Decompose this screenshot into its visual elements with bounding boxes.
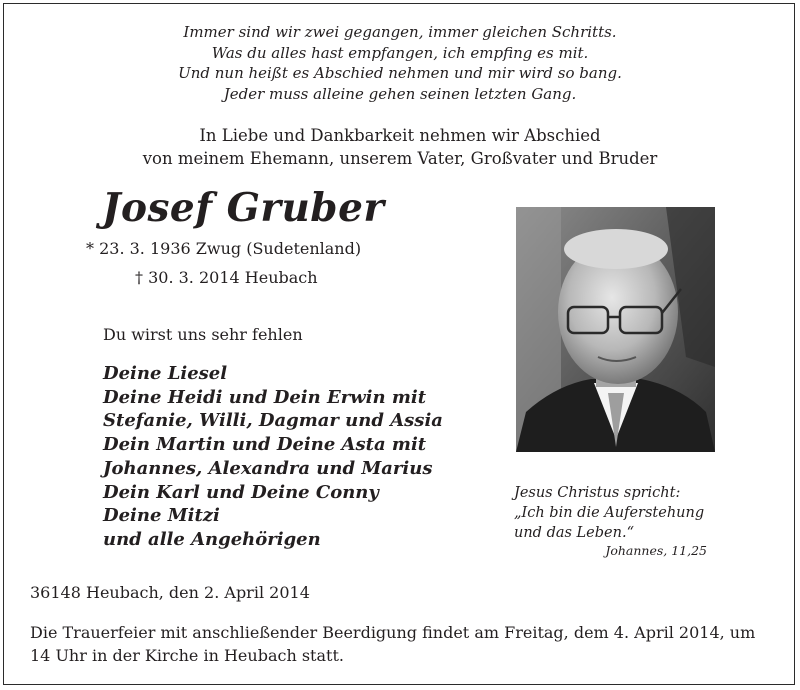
- place-date: 36148 Heubach, den 2. April 2014: [30, 583, 310, 602]
- birth-info: * 23. 3. 1936 Zwug (Sudetenland): [86, 239, 362, 258]
- death-info: † 30. 3. 2014 Heubach: [135, 268, 318, 287]
- mourner-line: Dein Martin und Deine Asta mit: [103, 434, 427, 456]
- poem-line: Immer sind wir zwei gegangen, immer gleichen Schritts.: [183, 23, 617, 41]
- mourners-list: [103, 362, 443, 552]
- intro-line: von meinem Ehemann, unserem Vater, Großvater und Bruder: [142, 149, 658, 168]
- mourner-line: Deine Liesel: [103, 363, 228, 384]
- quote-line: „Ich bin die Auferstehung: [514, 505, 705, 521]
- quote-line: Jesus Christus spricht:: [514, 485, 681, 501]
- funeral-notice: Die Trauerfeier mit anschließender Beerdigung findet am Freitag, dem 4. April 2014, um 14 Uhr in der Kirche in Heubach statt.: [30, 623, 756, 665]
- mourner-line: Deine Heidi und Dein Erwin mit: [103, 386, 427, 408]
- bible-quote: [514, 483, 714, 543]
- poem-line: Jeder muss alleine gehen seinen letzten Gang.: [223, 84, 577, 103]
- mourner-line: Johannes, Alexandra und Marius: [103, 457, 433, 479]
- portrait-photo: [516, 207, 715, 452]
- intro-line: In Liebe und Dankbarkeit nehmen wir Abschied: [199, 126, 601, 145]
- poem-line: Was du alles hast empfangen, ich empfing es mit.: [211, 43, 589, 62]
- farewell-line: Du wirst uns sehr fehlen: [103, 325, 303, 344]
- quote-line: und das Leben.“: [514, 525, 634, 541]
- poem-line: Und nun heißt es Abschied nehmen und mir wird so bang.: [178, 64, 622, 82]
- mourner-line: Stefanie, Willi, Dagmar und Assia: [103, 410, 443, 432]
- mourner-line: Deine Mitzi: [103, 505, 220, 527]
- poem: [0, 22, 800, 104]
- mourner-line: und alle Angehörigen: [103, 528, 321, 550]
- mourner-line: Dein Karl und Deine Conny: [103, 481, 379, 503]
- deceased-name: Josef Gruber: [102, 185, 385, 231]
- intro-text: [0, 124, 800, 170]
- quote-source: Johannes, 11,25: [605, 543, 707, 558]
